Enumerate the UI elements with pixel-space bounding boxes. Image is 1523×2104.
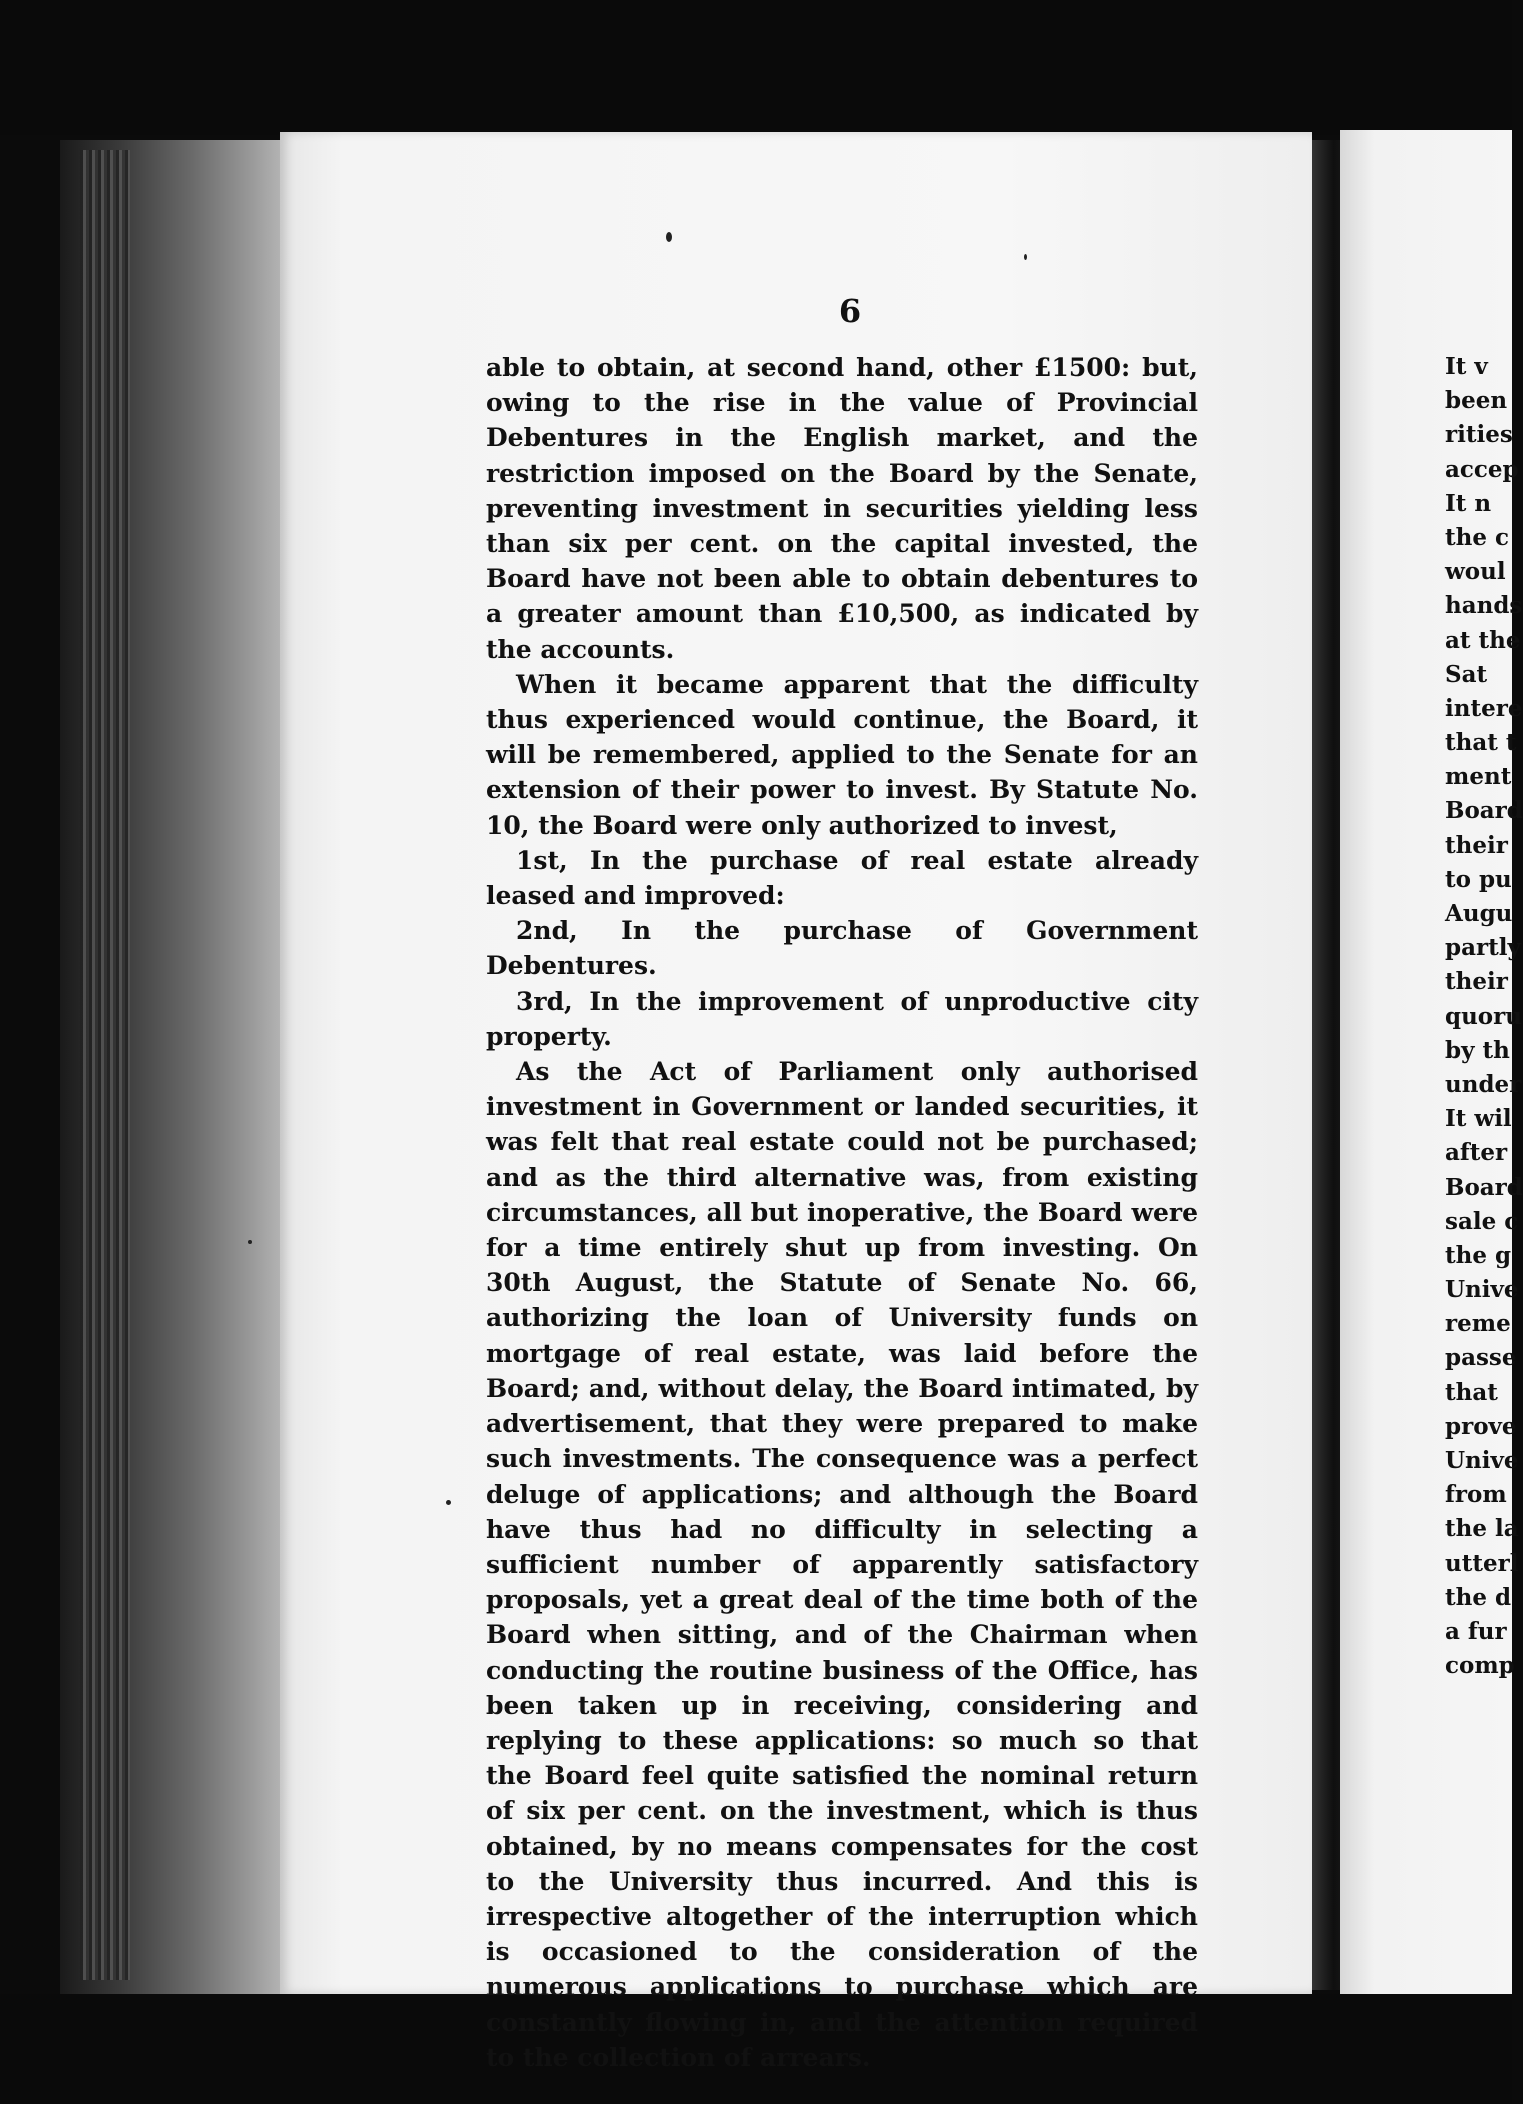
facing-line: Unive [1445, 1447, 1519, 1474]
paragraph-extension: When it became apparent that the difficulty thus experienced would continue, the Board, it will be remembered, applied to the Senate for an extension of their power to invest. By Statute No. 10, the Board were only authorized to invest, [486, 669, 1198, 840]
page-edges [80, 150, 130, 1980]
facing-line: ment [1445, 763, 1512, 791]
facing-line: Board [1445, 1173, 1523, 1201]
facing-line: hands [1445, 592, 1523, 620]
facing-line: comp [1445, 1652, 1515, 1680]
facing-line: the la [1445, 1515, 1519, 1543]
top-scan-border [0, 0, 1512, 135]
facing-line: It v [1445, 353, 1488, 380]
facing-line: the g [1445, 1241, 1512, 1269]
facing-line: Sat [1445, 660, 1488, 688]
facing-line: that [1445, 1378, 1498, 1406]
facing-line: Board [1445, 797, 1523, 825]
facing-line: sale c [1445, 1207, 1519, 1235]
facing-line: prove [1445, 1412, 1517, 1440]
facing-line: the d [1445, 1583, 1512, 1611]
facing-line: under [1445, 1070, 1522, 1098]
facing-line: Augu [1445, 900, 1513, 927]
list-item-first: 1st, In the purchase of real estate already leased and improved: [486, 845, 1198, 911]
facing-line: reme [1445, 1310, 1511, 1338]
facing-line: rities [1445, 421, 1513, 449]
scan-speck [248, 1240, 252, 1244]
facing-page-text [1445, 350, 1523, 1683]
facing-line: passe [1445, 1344, 1517, 1372]
facing-line: Unive [1445, 1276, 1519, 1304]
facing-line: accep [1445, 455, 1519, 483]
facing-line: their [1445, 968, 1508, 996]
facing-line: been [1445, 387, 1508, 415]
facing-line: a fur [1445, 1617, 1507, 1645]
facing-line: from [1445, 1481, 1507, 1509]
facing-line: It n [1445, 489, 1492, 517]
scan-speck [1024, 254, 1027, 260]
facing-line: intere [1445, 694, 1523, 722]
list-item-second: 2nd, In the purchase of Government Debentures. [486, 916, 1198, 981]
facing-line: by th [1445, 1036, 1510, 1064]
facing-line: quoru [1445, 1002, 1522, 1030]
facing-line: their [1445, 831, 1508, 859]
facing-line: that t [1445, 729, 1517, 757]
facing-line: the c [1445, 523, 1509, 551]
paragraph-act-of-parliament: As the Act of Parliament only authorised investment in Government or landed securities, it was felt that real estate could not be purchased; and as the third alternative was, from existing circumstances, all but inoperative, the Board were for a time entirely shut up from investing. On 30th August, the Statute of Senate No. 66, authorizing the loan of University funds on mortgage of real estate, was laid before the Board; and, without delay, the Board intimated, by advertisement, that they were prepared to make such investments. The consequence was a perfect deluge of applications; and although the Board have thus had no difficulty in selecting a sufficient number of apparently satisfactory proposals, yet a great deal of the time both of the Board when sitting, and of the Chairman when conducting the routine business of the Office, has been taken up in receiving, considering and replying to these applications: so much so that the Board feel quite satisfied the nominal return of six per cent. on the investment, which is thus obtained, by no means compensates for the cost to the University thus incurred. And this is irrespective altogether of the interruption which is occasioned to the consideration of the numerous applications to purchase which are constantly flowing in, and the attention required to the collection of arrears. [486, 1057, 1198, 2072]
page-number: 6 [838, 292, 862, 330]
scan-speck [666, 232, 672, 242]
scan-speck [446, 1500, 451, 1505]
facing-line: after [1445, 1139, 1508, 1167]
facing-line: to pu [1445, 865, 1512, 893]
facing-line: woul [1445, 558, 1506, 586]
facing-line: partly [1445, 934, 1521, 962]
body-text [486, 350, 1198, 2075]
facing-line: It wil [1445, 1105, 1512, 1133]
facing-line: utterl [1445, 1549, 1519, 1577]
facing-line: at the [1445, 626, 1521, 654]
paragraph-continued: able to obtain, at second hand, other £1500: but, owing to the rise in the value of Provincial Debentures in the English market, and the restriction imposed on the Board by the Senate, preventing investment in securities yielding less than six per cent. on the capital invested, the Board have not been able to obtain debentures to a greater amount than £10,500, as indicated by the accounts. [486, 353, 1198, 664]
list-item-third: 3rd, In the improvement of unproductive city property. [486, 986, 1198, 1051]
